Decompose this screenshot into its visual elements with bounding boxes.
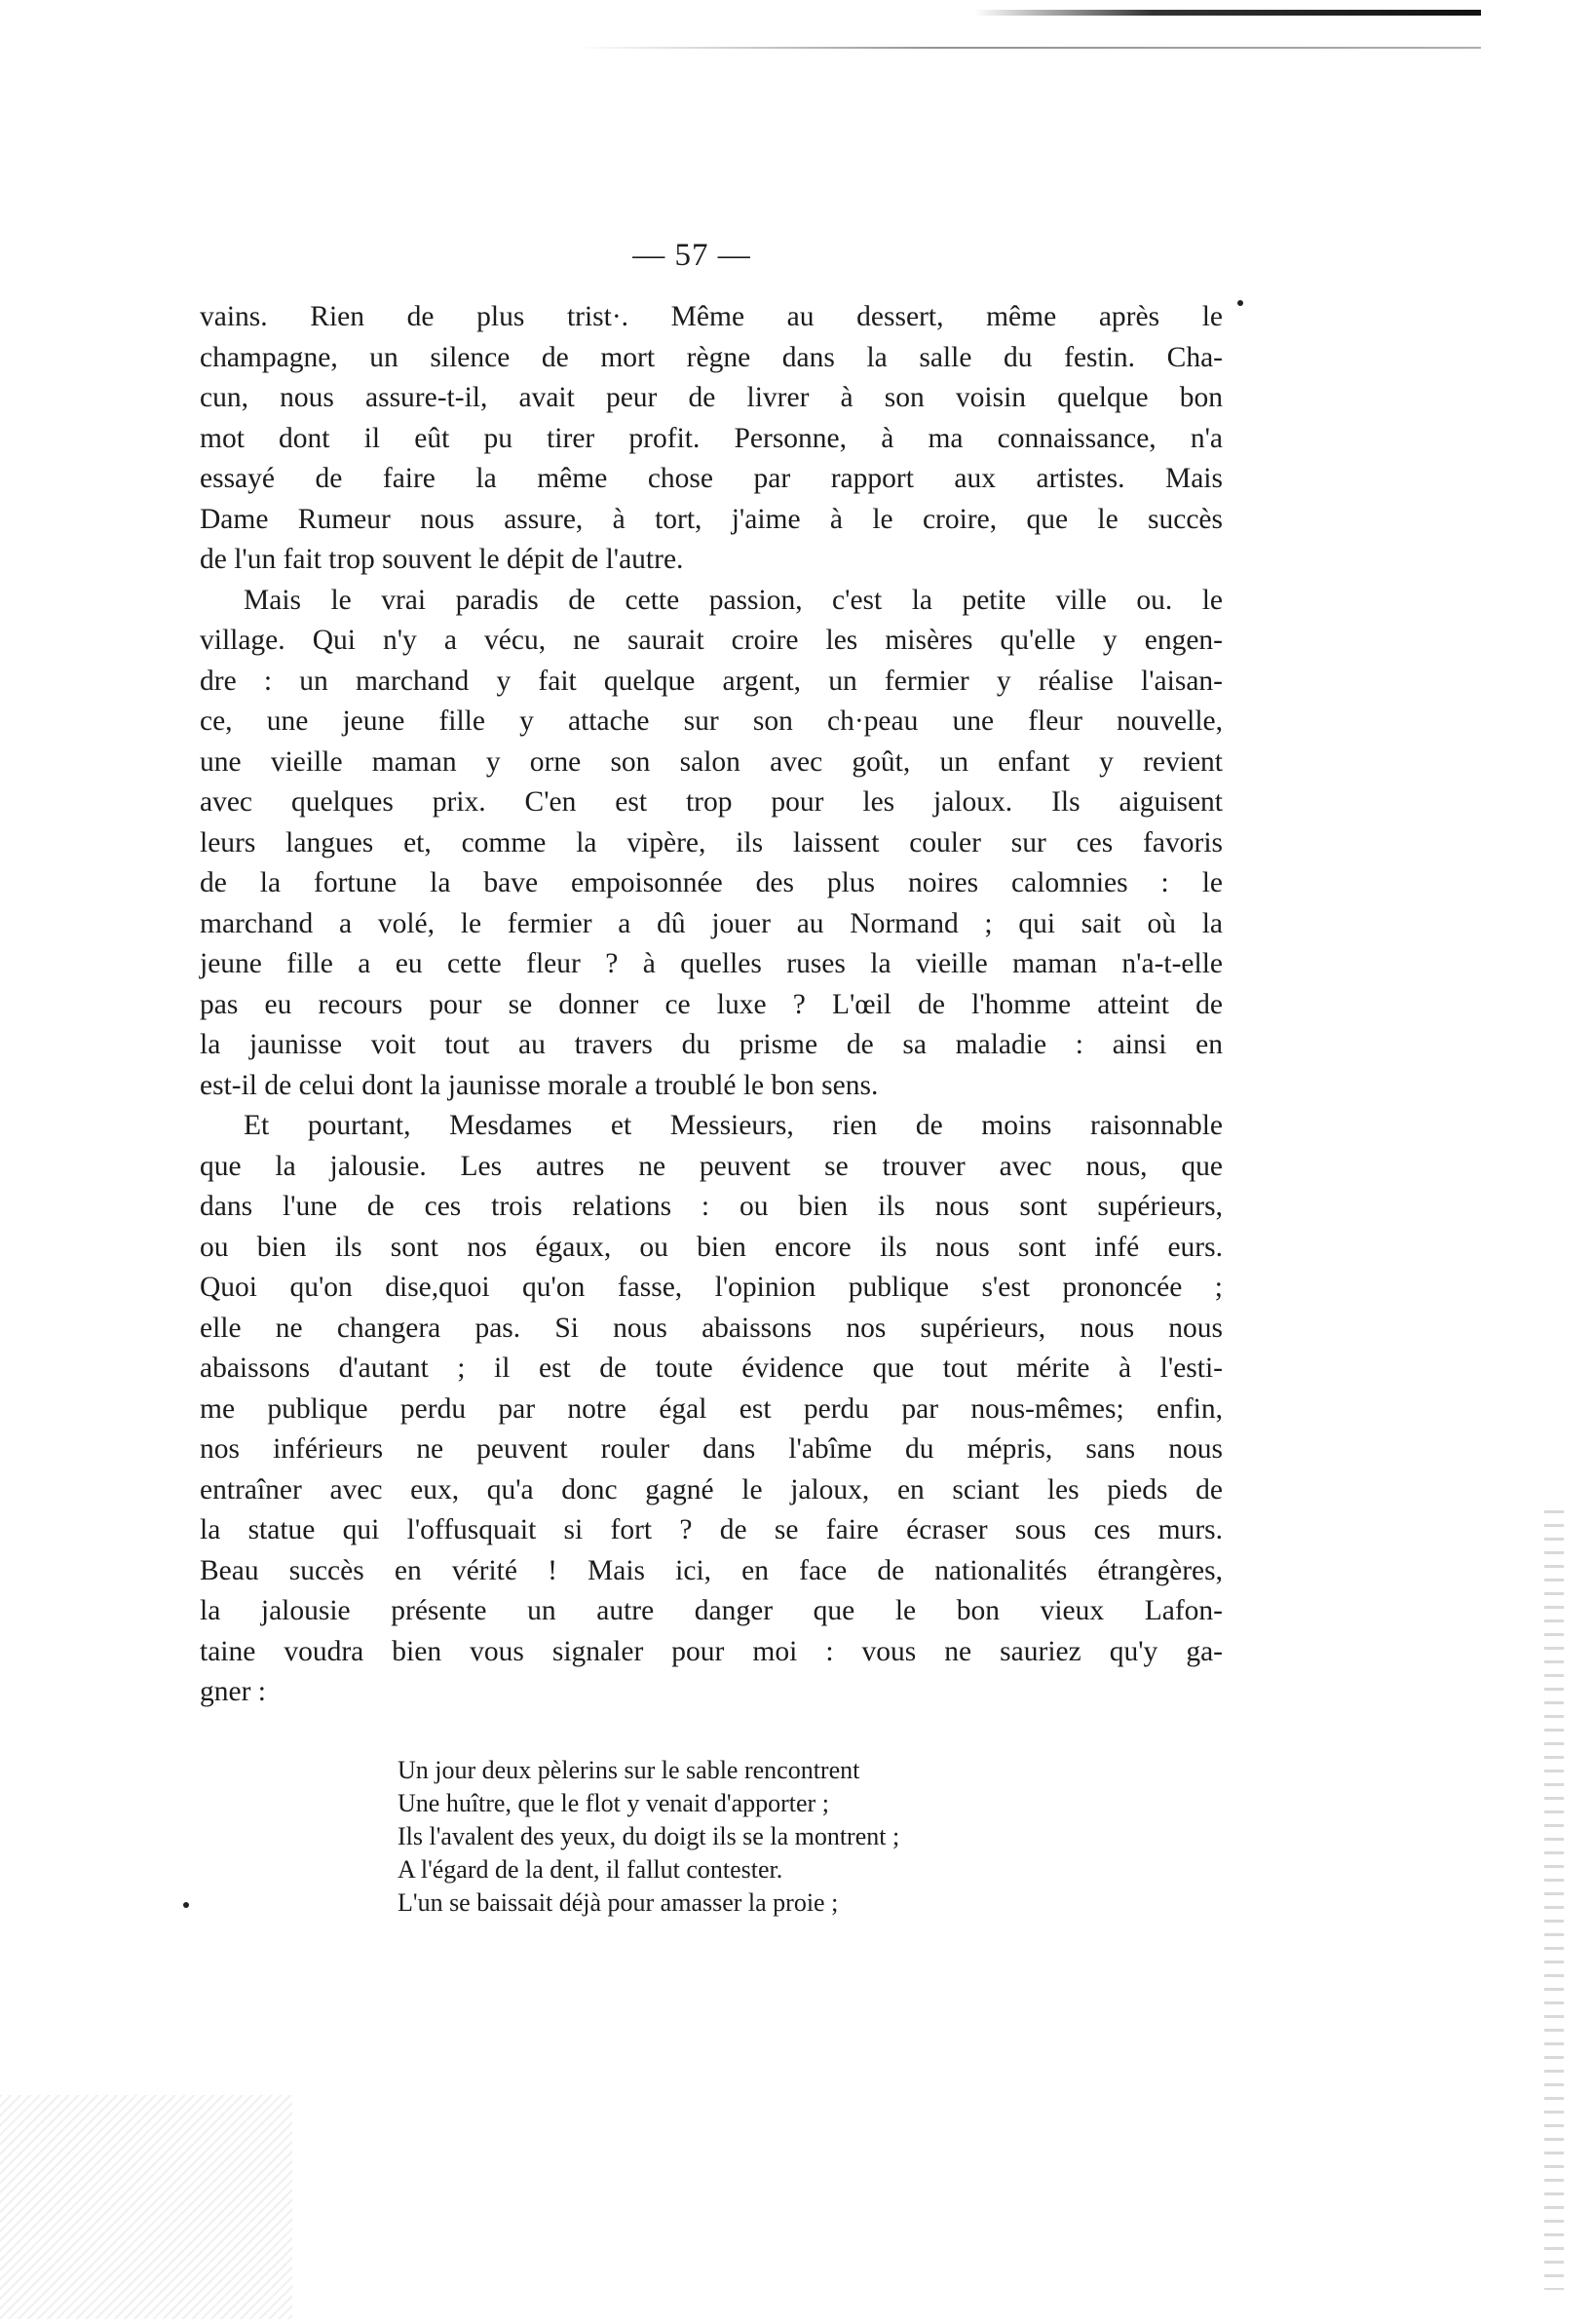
text-line: de l'un fait trop souvent le dépit de l'autre.: [200, 544, 684, 575]
text-line: jeune fille a eu cette fleur ? à quelles ruses la vieille maman n'a-t-elle: [200, 948, 1223, 979]
text-line: taine voudra bien vous signaler pour moi : vous ne sauriez qu'y ga-: [200, 1635, 1223, 1667]
text-line: entraîner avec eux, qu'a donc gagné le jaloux, en sciant les pieds de: [200, 1473, 1223, 1505]
text-line: vains. Rien de plus trist·. Même au dessert, même après le: [200, 301, 1223, 332]
text-line: leurs langues et, comme la vipère, ils laissent couler sur ces favoris: [200, 826, 1223, 858]
text-line: Et pourtant, Mesdames et Messieurs, rien de moins raisonnable: [244, 1110, 1223, 1141]
verse-line: Ils l'avalent des yeux, du doigt ils se la montrent ;: [398, 1822, 900, 1850]
body-text: [200, 297, 1223, 1713]
text-line: ou bien ils sont nos égaux, ou bien encore ils nous sont infé eurs.: [200, 1231, 1223, 1263]
text-line: la statue qui l'offusquait si fort ? de se faire écraser sous ces murs.: [200, 1514, 1223, 1545]
text-line: elle ne changera pas. Si nous abaissons nos supérieurs, nous nous: [200, 1312, 1223, 1344]
verse-line: Un jour deux pèlerins sur le sable rencontrent: [398, 1756, 860, 1784]
text-line: Mais le vrai paradis de cette passion, c'est la petite ville ou. le: [244, 584, 1223, 616]
scan-noise-bottom-left: [0, 2095, 292, 2319]
text-line: champagne, un silence de mort règne dans la salle du festin. Cha-: [200, 341, 1223, 373]
paragraph: [200, 297, 1223, 581]
text-line: la jalousie présente un autre danger que le bon vieux Lafon-: [200, 1595, 1223, 1626]
text-line: abaissons d'autant ; il est de toute évidence que tout mérite à l'esti-: [200, 1352, 1223, 1384]
text-line: ce, une jeune fille y attache sur son ch·peau une fleur nouvelle,: [200, 705, 1223, 737]
verse-quotation: [398, 1754, 1080, 1920]
text-line: pas eu recours pour se donner ce luxe ? L'œil de l'homme atteint de: [200, 988, 1223, 1020]
verse-line: L'un se baissait déjà pour amasser la proie ;: [398, 1888, 839, 1917]
ink-speck: [1237, 300, 1243, 306]
scan-noise-right-edge: [1544, 1510, 1564, 2290]
page-number: — 57 —: [632, 238, 751, 273]
text-line: me publique perdu par notre égal est perdu par nous-mêmes; enfin,: [200, 1392, 1223, 1425]
verse-line: A l'égard de la dent, il fallut contester.: [398, 1855, 783, 1884]
text-line: avec quelques prix. C'en est trop pour les jaloux. Ils aiguisent: [200, 786, 1223, 818]
text-line: Quoi qu'on dise,quoi qu'on fasse, l'opinion publique s'est prononcée ;: [200, 1272, 1223, 1303]
text-line: la jaunisse voit tout au travers du prisme de sa maladie : ainsi en: [200, 1029, 1223, 1060]
text-line: cun, nous assure-t-il, avait peur de livrer à son voisin quelque bon: [200, 382, 1223, 413]
top-edge-thin-rule: [575, 47, 1481, 49]
text-line: marchand a volé, le fermier a dû jouer au Normand ; qui sait où la: [200, 907, 1223, 939]
text-line: est-il de celui dont la jaunisse morale a troublé le bon sens.: [200, 1069, 879, 1101]
text-line: dans l'une de ces trois relations : ou bien ils nous sont supérieurs,: [200, 1191, 1223, 1222]
text-line: Beau succès en vérité ! Mais ici, en face de nationalités étrangères,: [200, 1554, 1223, 1586]
text-line: dre : un marchand y fait quelque argent, un fermier y réalise l'aisan-: [200, 665, 1223, 697]
top-edge-rule: [974, 10, 1481, 16]
text-line: une vieille maman y orne son salon avec goût, un enfant y revient: [200, 745, 1223, 778]
text-line: de la fortune la bave empoisonnée des plus noires calomnies : le: [200, 867, 1223, 898]
text-line: nos inférieurs ne peuvent rouler dans l'abîme du mépris, sans nous: [200, 1433, 1223, 1465]
paragraph: [200, 1106, 1223, 1713]
paragraph: [200, 581, 1223, 1107]
text-line: que la jalousie. Les autres ne peuvent se trouver avec nous, que: [200, 1150, 1223, 1182]
text-line: gner :: [200, 1676, 266, 1707]
verse-line: Une huître, que le flot y venait d'apporter ;: [398, 1789, 829, 1817]
text-line: Dame Rumeur nous assure, à tort, j'aime à le croire, que le succès: [200, 503, 1223, 535]
text-line: mot dont il eût pu tirer profit. Personne, à ma connaissance, n'a: [200, 422, 1223, 454]
text-line: essayé de faire la même chose par rapport aux artistes. Mais: [200, 463, 1223, 494]
ink-speck: [183, 1902, 189, 1908]
text-line: village. Qui n'y a vécu, ne saurait croire les misères qu'elle y engen-: [200, 625, 1223, 656]
